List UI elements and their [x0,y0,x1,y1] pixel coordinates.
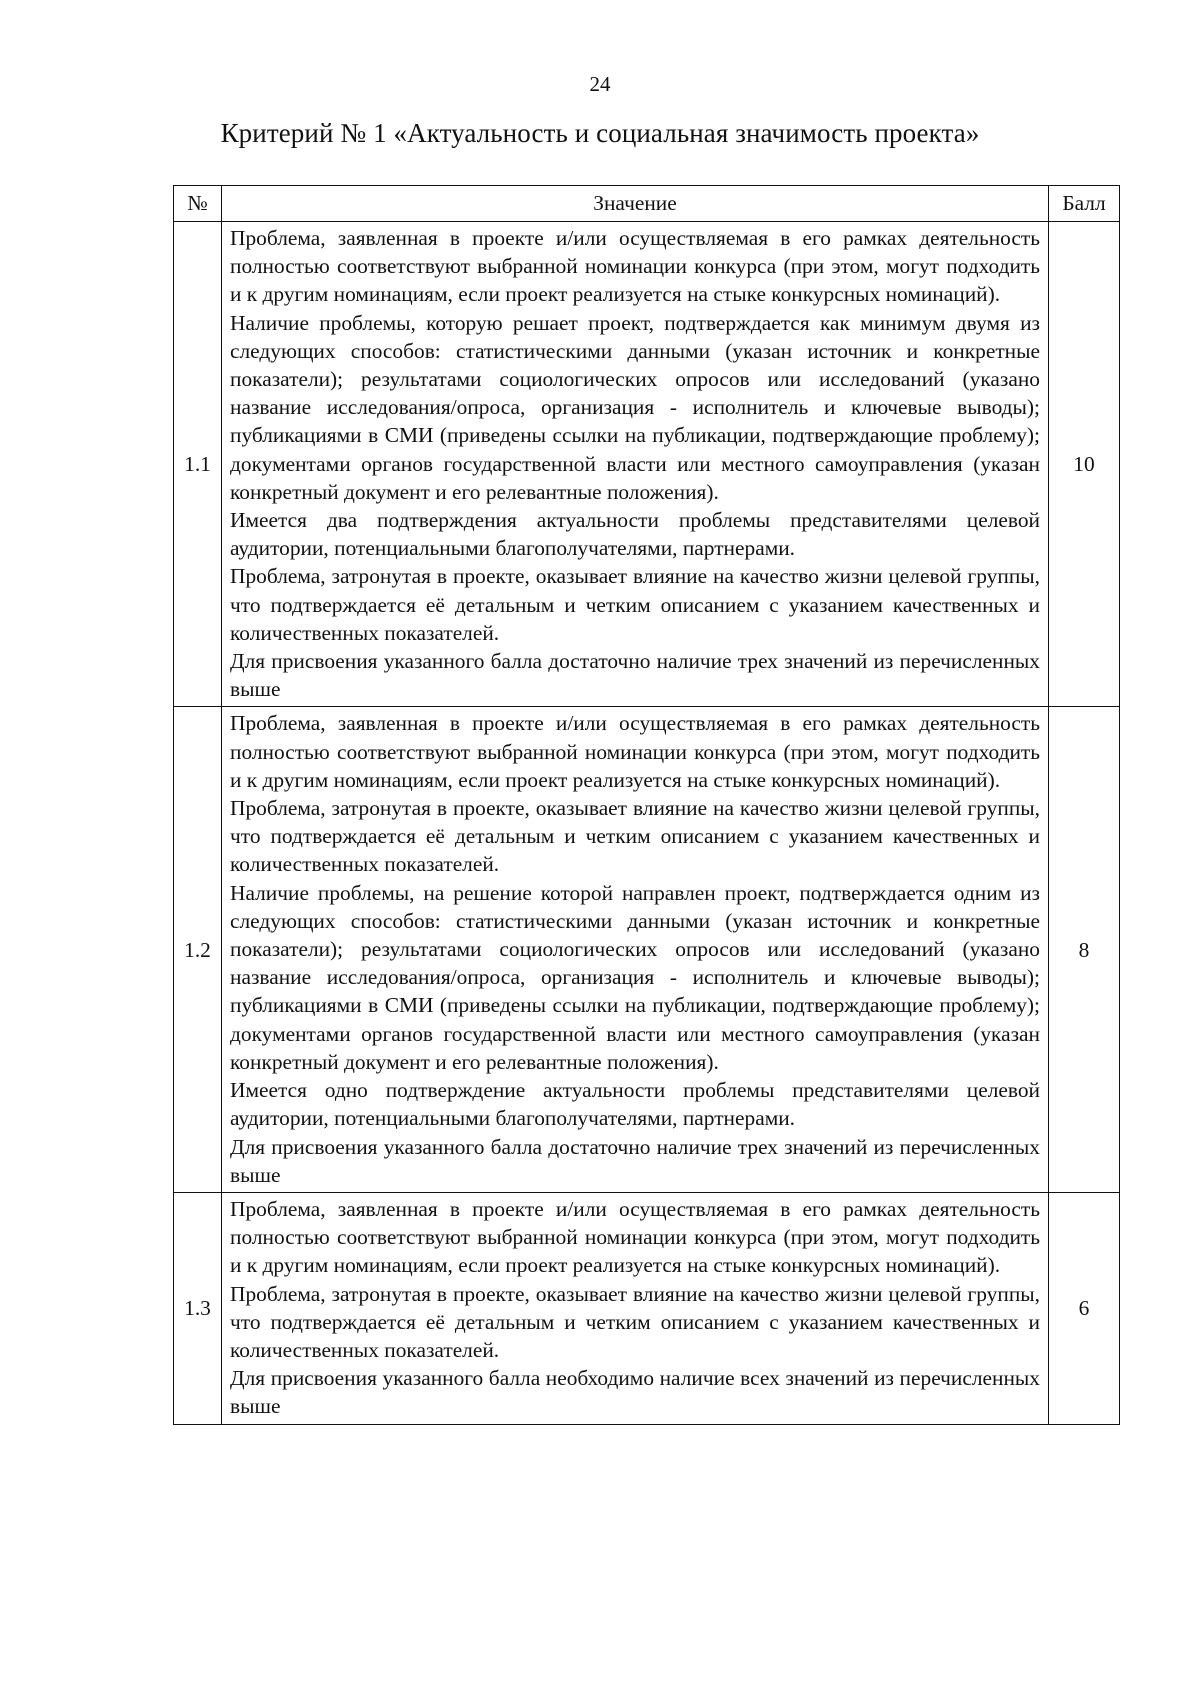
row-number: 1.2 [174,707,222,1192]
row-value [222,222,1049,707]
row-value [222,1192,1049,1424]
row-paragraph: Имеется два подтверждения актуальности проблемы представителями целевой аудитории, потенциальными благополучателями, партнерами. [230,508,1040,561]
row-paragraph: Проблема, заявленная в проекте и/или осуществляемая в его рамках деятельность полностью соответствуют выбранной номинации конкурса (при этом, могут подходить и к другим номинациям, если проект реализуется на стыке конкурсных номинаций). [230,1196,1040,1278]
row-paragraph: Проблема, затронутая в проекте, оказывает влияние на качество жизни целевой группы, что подтверждается её детальным и четким описанием с указанием качественных и количественных показателей. [230,796,1040,877]
page-number: 24 [589,72,611,96]
row-value [222,707,1049,1192]
header-number: № [174,186,222,222]
row-paragraph: Наличие проблемы, которую решает проект, подтверждается как минимум двумя из следующих способов: статистическими данными (указан источник и конкретные показатели); результатами социологических опросов или исследований (указано название исследования/опроса, организация - исполнитель и ключевые выводы); публикациями в СМИ (приведены ссылки на публикации, подтверждающие проблему); документами органов государственной власти или местного самоуправления (указан конкретный документ и его релевантные положения). [230,310,1040,504]
row-paragraph: Проблема, заявленная в проекте и/или осуществляемая в его рамках деятельность полностью соответствуют выбранной номинации конкурса (при этом, могут подходить и к другим номинациям, если проект реализуется на стыке конкурсных номинаций). [230,711,1040,792]
criteria-table [173,185,1120,1425]
header-value: Значение [222,186,1049,222]
row-paragraph: Для присвоения указанного балла необходимо наличие всех значений из перечисленных выше [230,1366,1040,1419]
row-paragraph: Проблема, затронутая в проекте, оказывает влияние на качество жизни целевой группы, что подтверждается её детальным и четким описанием с указанием качественных и количественных показателей. [230,564,1040,645]
row-paragraph: Наличие проблемы, на решение которой направлен проект, подтверждается одним из следующих способов: статистическими данными (указан источник и конкретные показатели); результатами социологических опросов или исследований (указано название исследования/опроса, организация - исполнитель и ключевые выводы); публикациями в СМИ (приведены ссылки на публикации, подтверждающие проблему); документами органов государственной власти или местного самоуправления (указан конкретный документ и его релевантные положения). [230,880,1040,1074]
row-paragraph: Проблема, заявленная в проекте и/или осуществляемая в его рамках деятельность полностью соответствуют выбранной номинации конкурса (при этом, могут подходить и к другим номинациям, если проект реализуется на стыке конкурсных номинаций). [230,226,1040,307]
row-paragraph: Для присвоения указанного балла достаточно наличие трех значений из перечисленных выше [230,1134,1040,1187]
table-row [174,222,1120,707]
table-row [174,707,1120,1192]
row-score: 8 [1049,707,1120,1192]
row-paragraph: Проблема, затронутая в проекте, оказывает влияние на качество жизни целевой группы, что подтверждается её детальным и четким описанием с указанием качественных и количественных показателей. [230,1281,1040,1362]
row-number: 1.1 [174,222,222,707]
row-paragraph: Имеется одно подтверждение актуальности проблемы представителями целевой аудитории, потенциальными благополучателями, партнерами. [230,1078,1040,1131]
table-row [174,1192,1120,1424]
row-number: 1.3 [174,1192,222,1424]
page-title: Критерий № 1 «Актуальность и социальная значимость проекта» [220,118,980,148]
table-header-row [174,186,1120,222]
row-score: 6 [1049,1192,1120,1424]
row-paragraph: Для присвоения указанного балла достаточно наличие трех значений из перечисленных выше [230,649,1040,702]
header-score: Балл [1049,186,1120,222]
row-score: 10 [1049,222,1120,707]
